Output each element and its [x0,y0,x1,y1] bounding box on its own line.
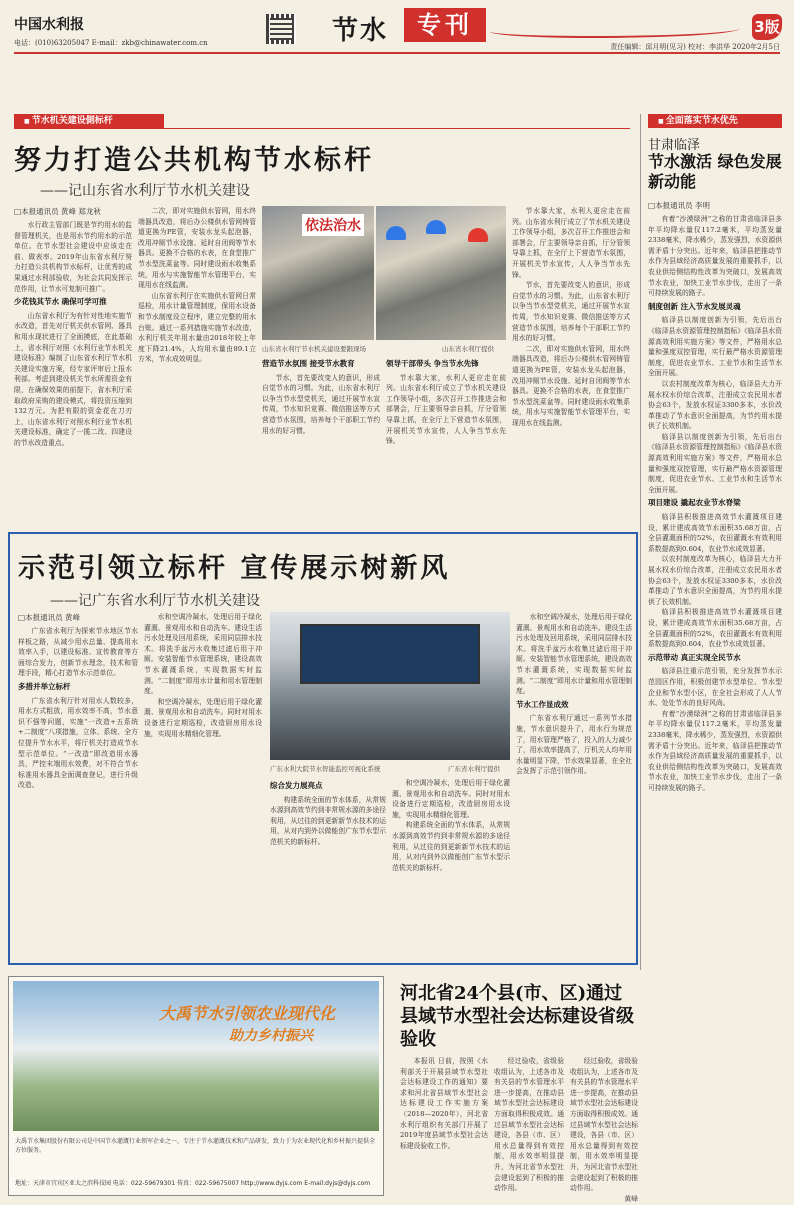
article3-col1: 本报讯 日前，按照《水利部关于开展县域节水型社会达标建设工作的通知》要求和河北省县域节水型社会达标建设工作实施方案（2018—2020年），河北省水利厅组织有关部门开展了2019年度县域节水型社会达标建设验收工作。 [400,1057,488,1150]
sidebar-title: 节水激活 绿色发展新动能 [648,152,782,191]
article1-h1: 少花钱其节水 确保可学可推 [14,297,107,307]
article3-author: 黄峰 [624,1194,638,1203]
article1-col3: 营造节水氛围 接受节水教育 节水，首先要改变人的意识，形成自觉节水的习惯。为此，山东省水利厅以争当节水型党机关，通过开展节水宣传周，节水知识竞赛、微信推送等方式营造节水氛围，培养每个干部职工节约用水的好习惯。 [262,359,380,435]
ad-slogan-1: 大禹节水引领农业现代化 [159,1004,336,1023]
advertisement [8,976,384,1196]
sidebar-h3: 示范带动 真正实现全民节水 [648,652,741,662]
photo-sign: 依法治水 [302,214,364,236]
article1-photo-credit: 山东省水利厅提供 [442,345,494,353]
article1-photo-right [376,206,506,340]
article1-photo-left [262,206,374,340]
article1-photo-caption: 山东省水利厅节水机关建设要跟现场 [262,345,366,353]
article2-photo-credit: 广东省水利厅提供 [448,765,500,773]
article2-photo-caption: 广东水利大院节水智能监控可视化系统 [270,765,381,773]
paper-name: 中国水利报 [14,17,84,33]
article2-col2: 水和空调冷凝水，处理后用于绿化灌溉、景观用水和自动洗车。建设生活污水处理及回用系统，采用同层排水技术。将洗手盆污水收集过滤后用于冲厕。安装智能节水管理系统，建设高效节水灌溉系统，实现数据实时监测。“二制度”即用水计量和用水管理制度。 和空调冷凝水，处理后用于绿化灌溉、景观用水和自动洗车。同时对用水设备进行定期巡检，改造厨房用水设施，实现用水精细化管理。 [144,613,262,738]
qr-code-icon [266,14,296,44]
article2-byline: □本报通讯员 黄峰 [18,613,80,622]
article1-h3: 领导干部带头 争当节水先锋 [386,359,479,368]
ad-slogan-2: 助力乡村振兴 [229,1028,313,1044]
article2-col1: 广东省水利厅为探索节水地区节水样板之路，从减少用水总量、提高用水效率入手，以建设标准、宣传教育等方面综合发力，创新节水理念，技术和管理手段，精心打造节水示范单位。 多措并举立标杆 广东省水利厅针对用水人数较多，用水方式粗放，用水效率不高，节水意识不强等问题，实施“一改造+五系统+二制度”八项措施，立体、系统、全方位提升节水水平，将厅机关打造成节水型示范单位。“一改造”即改造用水器具，严控末端用水效费，对不符合节水标准用水器具全面调查登记，进行升级改造。 [18,627,138,790]
sidebar-byline: □本报通讯员 李明 [648,201,710,210]
article2-title: 示范引领立标杆 宣传展示树新风 [18,553,451,584]
article3-col3: 经过验收，省级验收组认为，上述各市及有关县的节水管理水平进一步提高，在推动县域节水型社会达标建设方面取得积极成效。通过县域节水型社会达标建设，各县（市、区）用水总量得到有效控制，用水效率明显提升，为河北省节水型社会建设起到了积极的推动作用。 黄峰 [570,1057,638,1203]
top-rule [14,52,780,54]
article1-subtitle: ——记山东省水利厅节水机关建设 [40,183,250,199]
article3-title: 河北省24个县(市、区)通过县域节水型社会达标建设省级验收 [400,983,634,1050]
page-meta: 责任编辑：邱月明(见习) 校对：李洪华 2020年2月5日 [610,43,780,51]
paper-contact: 电话：(010)63205047 E-mail：zkb@chinawater.com.cn [14,39,208,47]
sidebar-h1: 制度创新 注入节水发展灵魂 [648,301,741,311]
rule [14,128,630,129]
article3-col2: 经过验收，省级验收组认为，上述各市及有关县的节水管理水平进一步提高，在推动县域节水型社会达标建设方面取得积极成效。通过县域节水型社会达标建设，各县（市、区）用水总量得到有效控制，用水效率明显提升，为河北省节水型社会建设起到了积极的推动作用。 [494,1057,564,1193]
sidebar-kicker: 甘肃临泽 [648,138,701,153]
sidebar-body: 有着“沙漠绿洲”之称的甘肃省临泽县多年平均降水量仅117.2毫米，平均蒸发量2338毫米，降水稀少，蒸发强烈，水资源供需矛盾十分突出。近年来，临泽县把推动节水作为县域经济高质量发展的重要抓手，以农业供给侧结构性改革为突破口，发展高效节水农业，加快工业节水步伐，走出了一条可持续发展的路子。 制度创新 注入节水发展灵魂 临泽县以制度创新为引领，先后出台《临泽县水资源管理控制指标》《临泽县水资源高效利用实施方案》等文件，严格用水总量和强度双控管理，实行最严格水资源管理制度，促进农业节水、工业节水和生活节水全面开展。 以农村制度改革为核心，临泽县大力开展水权水价综合改革，注册成立农民用水者协会63个，发放水权证3300多本，水价改革推动了节水意识全面提高，为节约用水提供了长效机制。 临泽县以制度创新为引领，先后出台《临泽县水资源管理控制指标》《临泽县水资源高效利用实施方案》等文件，严格用水总量和强度双控管理，实行最严格水资源管理制度，促进农业节水、工业节水和生活节水全面开展。 项目建设 撬起农业节水脊梁 临泽县积极推进高效节水灌溉项目建设，累计建成高效节水面积35.68万亩，占全县灌溉面积的52%，农田灌溉水有效利用系数提高到0.604，农业节水成效显著。 以农村制度改革为核心，临泽县大力开展水权水价综合改革，注册成立农民用水者协会63个，发放水权证3300多本，水价改革推动了节水意识全面提高，为节约用水提供了长效机制。 临泽县积极推进高效节水灌溉项目建设，累计建成高效节水面积35.68万亩，占全县灌溉面积的52%，农田灌溉水有效利用系数提高到0.604，农业节水成效显著。 示范带动 真正实现全民节水 临泽县注重示范引领，充分发挥节水示范园区作用，积极创建节水型单位、节水型企业和节水型小区，在全社会形成了人人节水、处处节水的良好风尚。 有着“沙漠绿洲”之称的甘肃省临泽县多年平均降水量仅117.2毫米，平均蒸发量2338毫米，降水稀少，蒸发强烈，水资源供需矛盾十分突出。近年来，临泽县把推动节水作为县域经济高质量发展的重要抓手，以农业供给侧结构性改革为突破口，发展高效节水农业，加快工业节水步伐，走出了一条可持续发展的路子。 [648,215,782,792]
section-badge: 专刊 [404,8,486,42]
decorative-wave [490,22,740,38]
ad-footer: 地址：天津市宜宾区亚太之滨科技园 电话：022-59679301 传真：022-59675007 http://www.dyjs.com E-mail:dyjs@dyjs.com [15,1180,371,1187]
article2-photo [270,612,510,760]
article1-byline: □本报通讯员 黄峰 郑龙秋 [14,207,101,216]
sidebar-banner: ■ 全面落实节水优先 [648,114,782,128]
sidebar-h2: 项目建设 撬起农业节水脊梁 [648,498,741,508]
column-divider [640,114,641,970]
article1-title: 努力打造公共机构节水标杆 [14,145,374,176]
article1-col2: 二次，即对实施供水管网，用水终端器具改造，将后办公楼供水管网铸管道更换为PE管，安装水龙头起泡器，改用冲厕节水设施、延时自闭阀等节水器具。更换不合格的水表，在食堂推广节水型洗菜盆等。同时建设雨水收集系统，用水与实施智能节水管理平台，实现用水在线监测。 山东省水利厅在实施供水管网日常巡检，用水计量管理制度，保用水设备和节水制度设立程序，建立完整的用水台账。通过一系列措施实施节水改造，水利厅机关年用水量由2018年较上年度下降21.4%，人均用水量由89.1立方米，节水成效明显。 [138,207,256,364]
article1-col1: 水行政主管部门既是节约用水的监督管理机关，也是用水节约用水的示范单位。在节水型社会建设中应该走在前、做表率。2019年山东省水利厅努力打造公共机构节水标杆，让优秀的成果通过水利部验收，为社会共同发挥示范作用，让节水可复制可推广。 少花钱其节水 确保可学可推 山东省水利厅为有针对性地实施节水改造，首先对厅机关供水管网、器具和用水现状进行了全面摸底，在此基础上，省水利厅对照《水利行业节水机关建设标准》编制了山东省水利厅节水机关建设实施方案，经专家评审后上报水利部。考虑到建设机关节水所需资金有限，在确保效果的前提下，省水利厅采取政府采购的建设模式，将投资压缩到132万元。为把有限的资金花在刀刃上，山东省水利厅对照水利行业节水机关建设标准，确定了一揽二改、四建设的节水改造重点。 [14,221,132,447]
article2-subtitle: ——记广东省水利厅节水机关建设 [50,593,260,609]
article1-col5: 节水靠大家，水利人更应走在前列。山东省水利厅成立了节水机关建设工作领导小组，多次召开工作推进会和部署会，厅主要领导亲自抓，厅分管领导靠上抓，在全厅上下营造节水氛围，开展机关节水宣传，人人争当节水先锋。 节水，首先要改变人的意识，形成自觉节水的习惯。为此，山东省水利厅以争当节水型党机关，通过开展节水宣传周，节水知识竞赛、微信推送等方式营造节水氛围，培养每个干部职工节约用水的好习惯。 二次，即对实施供水管网，用水终端器具改造，将后办公楼供水管网铸管道更换为PE管，安装水龙头起泡器，改用冲厕节水设施、延时自闭阀等节水器具。更换不合格的水表，在食堂推广节水型洗菜盆等。同时建设雨水收集系统，用水与实施智能节水管理平台，实现用水在线监测。 [512,207,630,427]
article1-col4: 领导干部带头 争当节水先锋 节水靠大家，水利人更应走在前列。山东省水利厅成立了节水机关建设工作领导小组，多次召开工作推进会和部署会，厅主要领导亲自抓，厅分管领导靠上抓，在全厅上下营造节水氛围，开展机关节水宣传，人人争当节水先锋。 [386,359,506,446]
article2-col5: 水和空调冷凝水，处理后用于绿化灌溉、景观用水和自动洗车。建设生活污水处理及回用系统，采用同层排水技术。将洗手盆污水收集过滤后用于冲厕。安装智能节水管理系统，建设高效节水灌溉系统，实现数据实时监测。“二制度”即用水计量和用水管理制度。 节水工作显成效 广东省水利厅通过一系列节水措施，节水意识提升了，用水行为规范了，用水管理严格了，投入的人力减少了，用水效率提高了，厅机关人均年用水量明显下降，节水效果显著，在全社会发挥了示范引领作用。 [516,613,632,776]
ad-text: 大禹节水集团股份有限公司是中国节水灌溉行业领军企业之一，专注于节水灌溉技术和产品研发，致力于为农业现代化和乡村振兴提供全方位服务。 [15,1138,376,1154]
article2-col3: 综合发力展亮点 构建系统全面的节水体系，从常规水源到高效节约到非常规水源的多途径利用，从过往的到更新新节水技术的运用，从对内到外以做能创广东节水型示范机关的新标杆。 [270,781,386,846]
section-title: 节水 [332,16,389,46]
article2-col4: 和空调冷凝水，处理后用于绿化灌溉、景观用水和自动洗车。同时对用水设备进行定期巡检，改造厨房用水设施，实现用水精细化管理。 构建系统全面的节水体系，从常规水源到高效节约到非常规水源的多途径利用，从过往的到更新新节水技术的运用，从对内到外以做能创广东节水型示范机关的新标杆。 [392,779,510,872]
article1-banner: ■ 节水机关建设側标杆 [14,114,164,128]
page-number-badge: 3版 [752,14,782,40]
article2-h2: 综合发力展亮点 [270,781,323,790]
article2-h1: 多措并举立标杆 [18,681,71,691]
article1-h2: 营造节水氛围 接受节水教育 [262,359,355,368]
article2-h3: 节水工作显成效 [516,699,569,709]
